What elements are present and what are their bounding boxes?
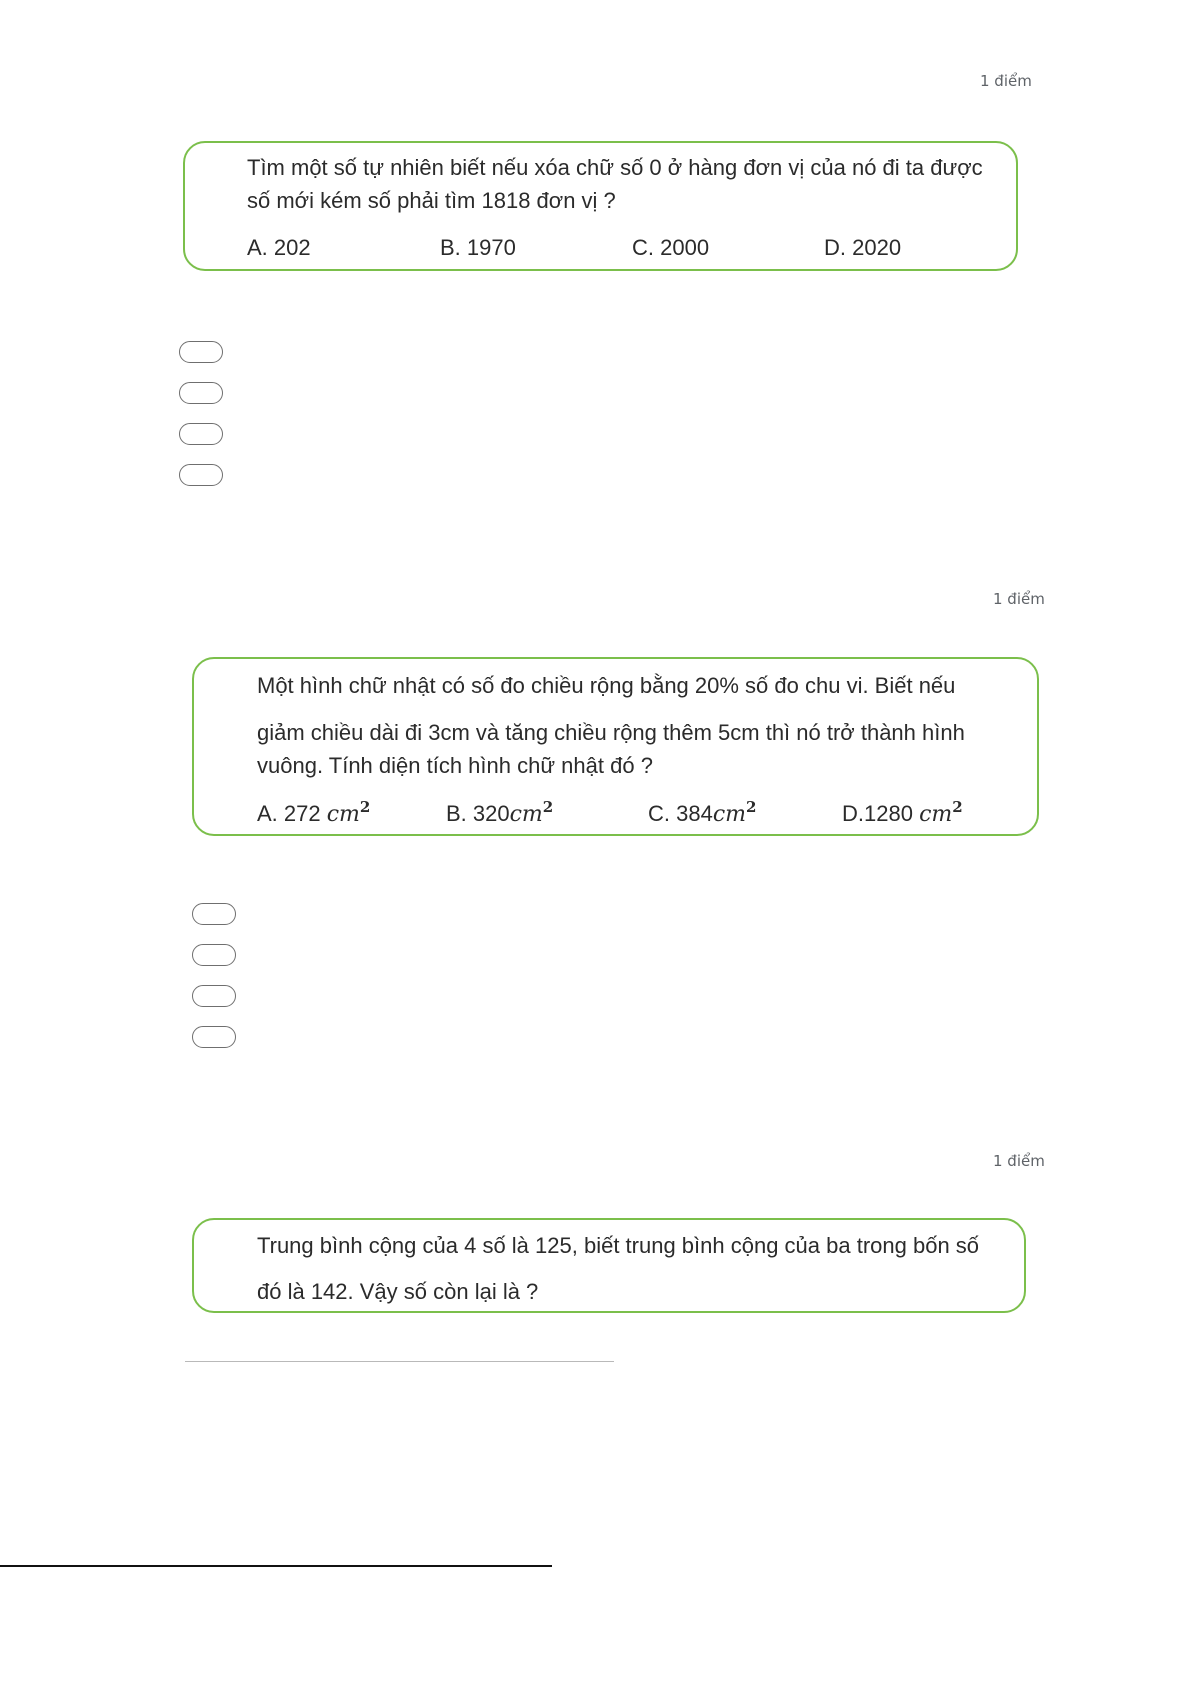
points-label: 1 điểm — [993, 590, 1045, 608]
option-value: A. 272 — [257, 801, 327, 826]
question-text-line: Một hình chữ nhật có số đo chiều rộng bằng 20% số đo chu vi. Biết nếu — [257, 673, 956, 698]
points-label: 1 điểm — [980, 72, 1032, 90]
radio-option-1[interactable] — [179, 341, 223, 363]
option-c-text — [648, 798, 757, 827]
radio-option-4[interactable] — [192, 1026, 236, 1048]
question-image-box — [183, 141, 1018, 271]
question-text-line: vuông. Tính diện tích hình chữ nhật đó ? — [257, 753, 653, 778]
radio-option-3[interactable] — [192, 985, 236, 1007]
option-value: C. 384 — [648, 801, 713, 826]
option-b-text: B. 1970 — [440, 235, 516, 260]
question-text-line: Tìm một số tự nhiên biết nếu xóa chữ số 0 ở hàng đơn vị của nó đi ta được — [247, 155, 983, 180]
short-answer-input[interactable] — [185, 1361, 614, 1362]
points-label: 1 điểm — [993, 1152, 1045, 1170]
radio-option-1[interactable] — [192, 903, 236, 925]
option-c-text: C. 2000 — [632, 235, 710, 260]
radio-option-2[interactable] — [192, 944, 236, 966]
exponent: 2 — [359, 798, 371, 816]
unit: cm — [326, 802, 360, 827]
question-text-line: số mới kém số phải tìm 1818 đơn vị ? — [247, 188, 616, 213]
question-image-box — [192, 657, 1039, 836]
divider — [0, 1565, 552, 1567]
option-value: B. 320 — [446, 801, 510, 826]
option-a-text: A. 202 — [247, 235, 311, 260]
exponent: 2 — [746, 798, 757, 816]
exponent: 2 — [952, 798, 963, 816]
option-d-text — [842, 798, 963, 827]
unit: cm — [712, 802, 747, 827]
radio-option-4[interactable] — [179, 464, 223, 486]
option-d-text: D. 2020 — [824, 235, 902, 260]
question-image-box — [192, 1218, 1026, 1313]
option-value: D.1280 — [842, 801, 920, 826]
question-text-line: Trung bình cộng của 4 số là 125, biết trung bình cộng của ba trong bốn số — [257, 1233, 980, 1258]
unit: cm — [509, 802, 543, 827]
option-b-text — [446, 798, 554, 827]
radio-option-3[interactable] — [179, 423, 223, 445]
question-text-line: giảm chiều dài đi 3cm và tăng chiều rộng thêm 5cm thì nó trở thành hình — [257, 720, 965, 745]
radio-option-2[interactable] — [179, 382, 223, 404]
option-a-text — [257, 798, 371, 827]
question-text-line: đó là 142. Vậy số còn lại là ? — [257, 1279, 539, 1304]
unit: cm — [919, 802, 953, 827]
exponent: 2 — [542, 798, 554, 816]
